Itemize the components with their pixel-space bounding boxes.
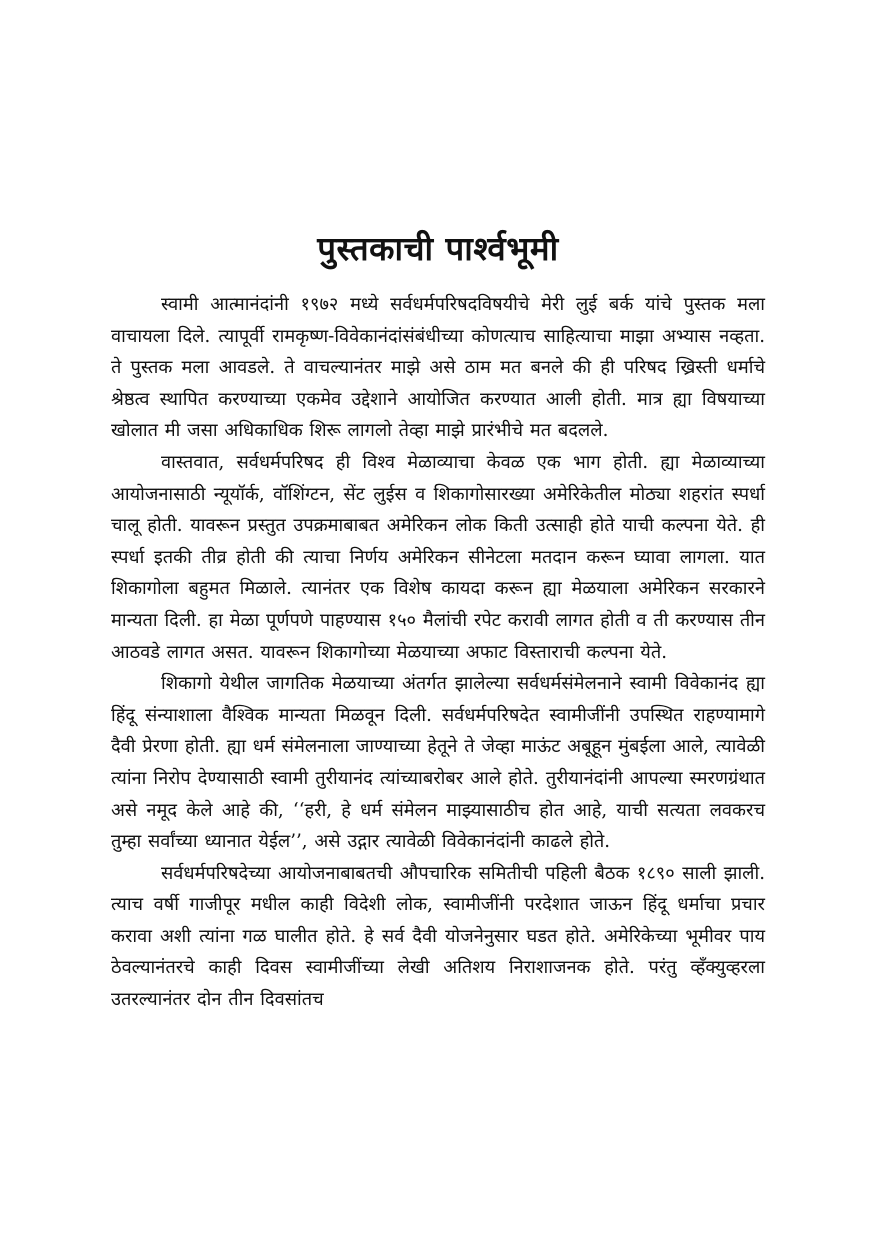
paragraph-2: वास्तवात, सर्वधर्मपरिषद ही विश्व मेळाव्याचा केवळ एक भाग होती. ह्या मेळाव्याच्या आयोजनासाठी न्यूयॉर्क, वॉशिंग्टन, सेंट लुईस व शिकागोसारख्या अमेरिकेतील मोठ्या शहरांत स्पर्धा चालू होती. यावरून प्रस्तुत उपक्रमाबाबत अमेरिकन लोक किती उत्साही होते याची कल्पना येते. ही स्पर्धा इतकी तीव्र होती की त्याचा निर्णय अमेरिकन सीनेटला मतदान करून घ्यावा लागला. यात शिकागोला बहुमत मिळाले. त्यानंतर एक विशेष कायदा करून ह्या मेळयाला अमेरिकन सरकारने मान्यता दिली. हा मेळा पूर्णपणे पाहण्यास १५० मैलांची रपेट करावी लागत होती व ती करण्यास तीन आठवडे लागत असत. यावरून शिकागोच्या मेळयाच्या अफाट विस्ताराची कल्पना येते. [111,451,765,663]
paragraph-4: सर्वधर्मपरिषदेच्या आयोजनाबाबतची औपचारिक समितीची पहिली बैठक १८९० साली झाली. त्याच वर्षी गाजीपूर मधील काही विदेशी लोक, स्वामीजींनी परदेशात जाऊन हिंदू धर्माचा प्रचार करावा अशी त्यांना गळ घालीत होते. हे सर्व दैवी योजनेनुसार घडत होते. अमेरिकेच्या भूमीवर पाय ठेवल्यानंतरचे काही दिवस स्वामीजींच्या लेखी अतिशय निराशाजनक होते. परंतु व्हँक्युव्हरला उतरल्यानंतर दोन तीन दिवसांतच [111,862,765,1011]
document-page [111,225,765,1016]
paragraph-3: शिकागो येथील जागतिक मेळयाच्या अंतर्गत झालेल्या सर्वधर्मसंमेलनाने स्वामी विवेकानंद ह्या हिंदू संन्याशाला वैश्विक मान्यता मिळवून दिली. सर्वधर्मपरिषदेत स्वामीजींनी उपस्थित राहण्यामागे दैवी प्रेरणा होती. ह्या धर्म संमेलनाला जाण्याच्या हेतूने ते जेव्हा माऊंट अबूहून मुंबईला आले, त्यावेळी त्यांना निरोप देण्यासाठी स्वामी तुरीयानंद त्यांच्याबरोबर आले होते. तुरीयानंदांनी आपल्या स्मरणग्रंथात असे नमूद केले आहे की, ‘‘हरी, हे धर्म संमेलन माझ्यासाठीच होत आहे, याची सत्यता लवकरच तुम्हा सर्वांच्या ध्यानात येईल’’, असे उद्गार त्यावेळी विवेकानंदांनी काढले होते. [111,673,765,853]
page-title: पुस्तकाची पार्श्वभूमी [317,229,559,268]
paragraph-1: स्वामी आत्मानंदांनी १९७२ मध्ये सर्वधर्मपरिषदविषयीचे मेरी लुई बर्क यांचे पुस्तक मला वाचायला दिले. त्यापूर्वी रामकृष्ण-विवेकानंदांसंबंधीच्या कोणत्याच साहित्याचा माझा अभ्यास नव्हता. ते पुस्तक मला आवडले. ते वाचल्यानंतर माझे असे ठाम मत बनले की ही परिषद ख्रिस्ती धर्माचे श्रेष्ठत्व स्थापित करण्याच्या एकमेव उद्देशाने आयोजित करण्यात आली होती. मात्र ह्या विषयाच्या खोलात मी जसा अधिकाधिक शिरू लागलो तेव्हा माझे प्रारंभीचे मत बदलले. [111,294,765,442]
